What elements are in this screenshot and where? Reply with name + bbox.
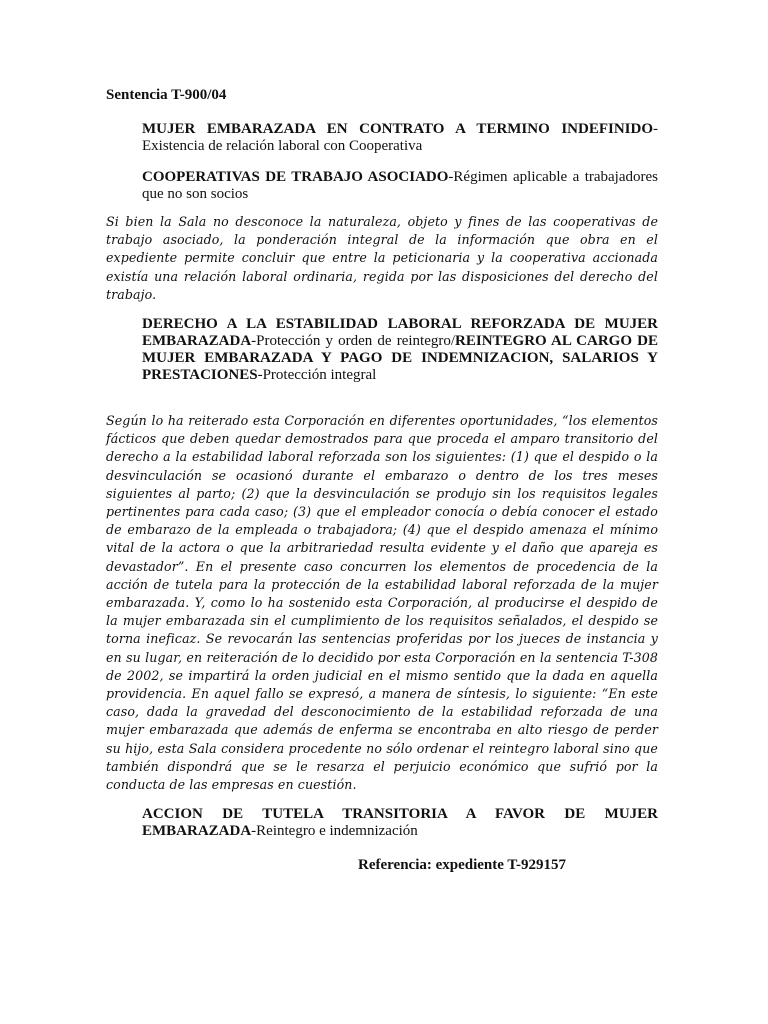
heading-bold-text: ACCION DE TUTELA TRANSITORIA A FAVOR DE MUJER EMBARAZADA	[142, 806, 658, 839]
paragraph-relacion-laboral: Si bien la Sala no desconoce la naturaleza, objeto y fines de las cooperativas de trabajo asociado, la ponderación integral de la información que obra en el expediente permite concluir que entre la peticionaria y la cooperativa accionada existía una relación laboral ordinaria, regida por las disposiciones del derecho del trabajo.	[106, 214, 658, 302]
heading-normal-text: -Protección y orden de reintegro/	[251, 333, 456, 349]
heading-normal-text: -Reintegro e indemnización	[251, 823, 418, 839]
heading-cooperativas	[142, 169, 658, 203]
heading-estabilidad-laboral	[142, 316, 658, 384]
paragraph-corporacion: Según lo ha reiterado esta Corporación en diferentes oportunidades, “los elementos fácticos que deben quedar demostrados para que proceda el amparo transitorio del derecho a la estabilidad laboral reforzada son los siguientes: (1) que el despido o la desvinculación se ocasionó durante el embarazo o dentro de los tres meses siguientes al parto; (2) que la desvinculación se produjo sin los requisitos legales pertinentes para cada caso; (3) que el empleador conocía o debía conocer el estado de embarazo de la empleada o trabajadora; (4) que el despido amenaza el mínimo vital de la actora o que la arbitrariedad resulta evidente y el daño que apareja es devastador”. En el presente caso concurren los elementos de procedencia de la acción de tutela para la protección de la estabilidad laboral reforzada de la mujer embarazada. Y, como lo ha sostenido esta Corporación, al producirse el despido de la mujer embarazada sin el cumplimiento de los requisitos señalados, el despido se torna ineficaz. Se revocarán las sentencias proferidas por los jueces de instancia y en su lugar, en reiteración de lo decidido por esta Corporación en la sentencia T-308 de 2002, se impartirá la orden judicial en el mismo sentido que la dada en aquella providencia. En aquel fallo se expresó, a manera de síntesis, lo siguiente: “En este caso, dada la gravedad del desconocimiento de la estabilidad reforzada de una mujer embarazada que además de enferma se encontraba en alto riesgo de perder su hijo, esta Sala considera procedente no sólo ordenar el reintegro laboral sino que también dispondrá que se le resarza el perjuicio económico que sufrió por la conducta de las empresas en cuestión.	[106, 413, 658, 793]
heading-normal-text: -Protección integral	[257, 367, 377, 383]
heading-bold-text: COOPERATIVAS DE TRABAJO ASOCIADO	[142, 169, 449, 185]
document-title: Sentencia T-900/04	[106, 87, 227, 103]
heading-bold-text: MUJER EMBARAZADA EN CONTRATO A TERMINO INDEFINIDO	[142, 121, 653, 137]
heading-normal-text: -Existencia de relación laboral con Cooperativa	[142, 121, 658, 154]
heading-mujer-embarazada	[142, 121, 658, 155]
heading-accion-tutela	[142, 806, 658, 840]
case-reference: Referencia: expediente T-929157	[358, 857, 567, 873]
heading-bold-text: REINTEGRO AL CARGO DE MUJER EMBARAZADA Y PAGO DE INDEMNIZACION, SALARIOS Y PRESTACIONES	[142, 333, 658, 383]
heading-bold-text: DERECHO A LA ESTABILIDAD LABORAL REFORZADA DE MUJER EMBARAZADA	[142, 316, 658, 349]
heading-normal-text: -Régimen aplicable a trabajadores que no son socios	[142, 169, 658, 202]
